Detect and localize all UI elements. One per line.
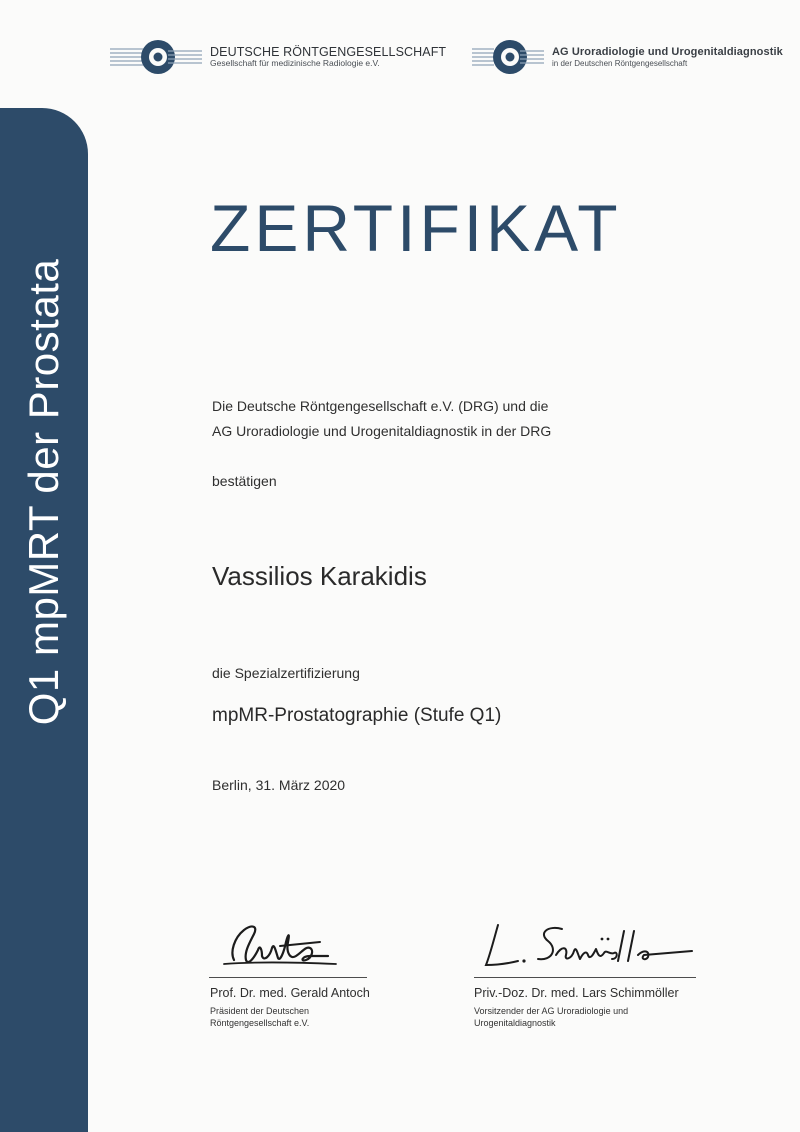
signatory-role-schimmoeller: [474, 1005, 674, 1029]
signatory-role-schimmoeller-line2: Urogenitaldiagnostik: [474, 1018, 556, 1028]
drg-logo: [108, 37, 446, 77]
signatory-role-antoch-line1: Präsident der Deutschen: [210, 1006, 310, 1016]
signatory-role-antoch-line2: Röntgengesellschaft e.V.: [210, 1018, 310, 1028]
drg-logo-name: DEUTSCHE RÖNTGENGESELLSCHAFT: [210, 44, 447, 59]
signature-line-schimmoeller: [474, 977, 696, 978]
signatory-name-schimmoeller: Priv.-Doz. Dr. med. Lars Schimmöller: [474, 986, 679, 1000]
ag-logo-icon: [470, 37, 546, 77]
confirm-text: bestätigen: [212, 473, 277, 489]
certificate-title: ZERTIFIKAT: [210, 191, 622, 265]
specialization-title: mpMR-Prostatographie (Stufe Q1): [212, 705, 502, 726]
ag-logo-name: AG Uroradiologie und Urogenitaldiagnostik: [552, 46, 783, 59]
drg-logo-subtitle: Gesellschaft für medizinische Radiologie e.V.: [210, 58, 380, 69]
signatory-role-antoch: [210, 1005, 410, 1029]
drg-logo-icon: [108, 37, 204, 77]
specialization-label: die Spezialzertifizierung: [212, 665, 360, 681]
signatory-name-antoch: Prof. Dr. med. Gerald Antoch: [210, 986, 370, 1000]
intro-line-1: Die Deutsche Röntgengesellschaft e.V. (DRG) und die: [212, 398, 549, 414]
side-title: Q1 mpMRT der Prostata: [20, 258, 67, 726]
signature-line-antoch: [209, 977, 367, 978]
intro-line-2: AG Uroradiologie und Urogenitaldiagnostik in der DRG: [212, 423, 552, 439]
signature-antoch: [220, 912, 340, 974]
signature-schimmoeller: [478, 915, 698, 975]
recipient-name: Vassilios Karakidis: [212, 561, 427, 591]
ag-logo: [470, 37, 783, 77]
signatory-role-schimmoeller-line1: Vorsitzender der AG Uroradiologie und: [474, 1006, 629, 1016]
place-date: Berlin, 31. März 2020: [212, 777, 346, 793]
ag-logo-subtitle: in der Deutschen Röntgengesellschaft: [552, 58, 688, 68]
